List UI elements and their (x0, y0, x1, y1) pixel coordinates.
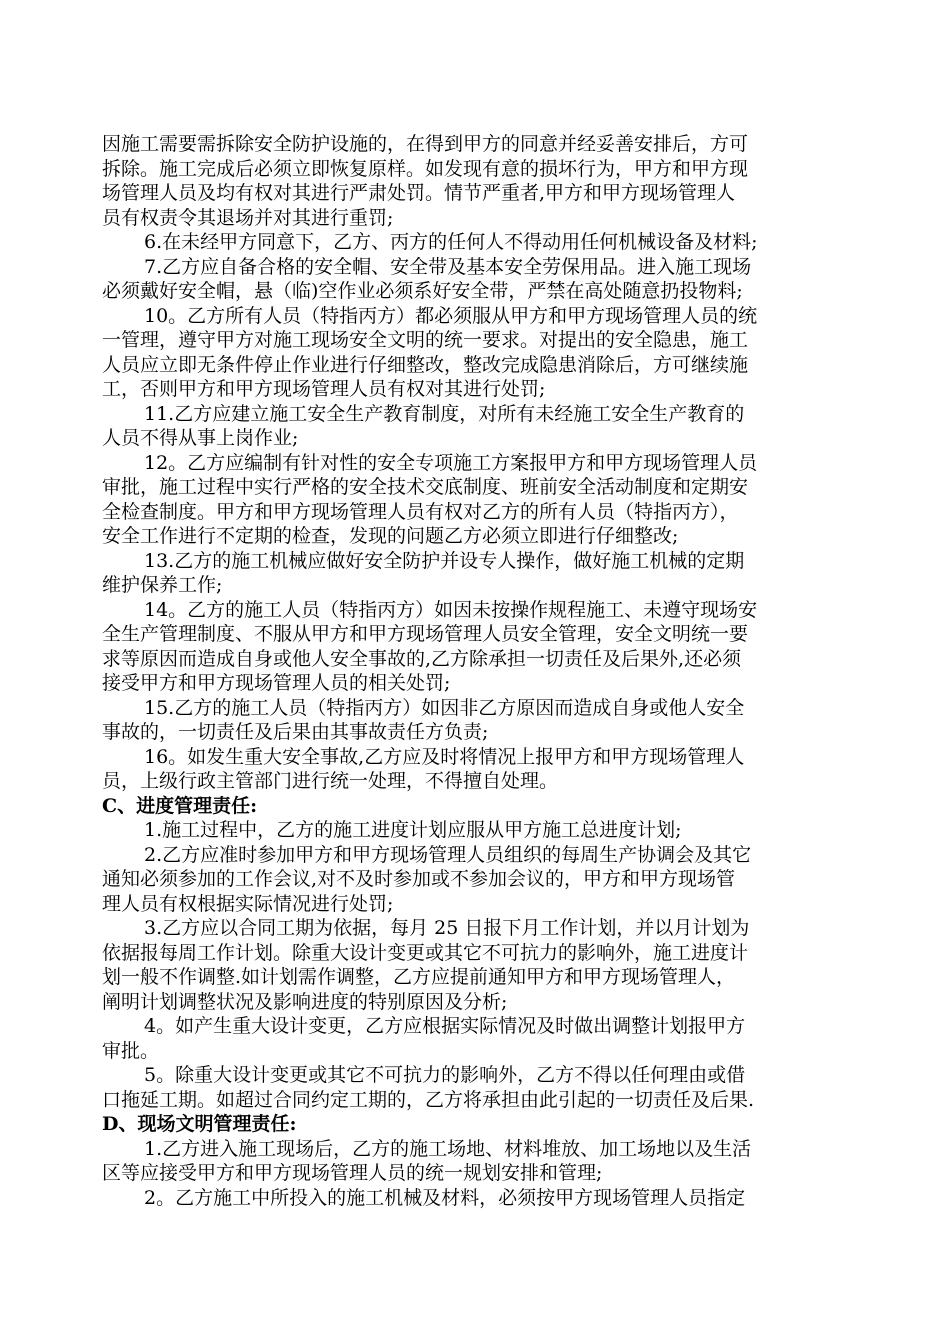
text-line: 全检查制度。甲方和甲方现场管理人员有权对乙方的所有人员（特指丙方）， (102, 500, 739, 523)
text-line: 阐明计划调整状况及影响进度的特别原因及分析; (102, 990, 508, 1013)
section-heading: D、现场文明管理责任: (102, 1113, 297, 1135)
text-line: 3.乙方应以合同工期为依据，每月 25 日报下月工作计划，并以月计划为 (144, 917, 750, 939)
text-line: 口拖延工期。如超过合同约定工期的，乙方将承担由此引起的一切责任及后果. (102, 1088, 755, 1111)
text-line: 审批。 (102, 1039, 160, 1062)
text-line: 1.施工过程中，乙方的施工进度计划应服从甲方施工总进度计划; (144, 819, 682, 841)
text-line: 通知必须参加的工作会议,对不及时参加或不参加会议的，甲方和甲方现场管 (102, 868, 736, 890)
section-heading: C、进度管理责任: (102, 794, 258, 817)
text-line: 一管理，遵守甲方对施工现场安全文明的统一要求。对提出的安全隐患，施工 (102, 329, 749, 351)
text-line: 2.乙方应准时参加甲方和甲方现场管理人员组织的每周生产协调会及其它 (144, 843, 752, 866)
text-line: 接受甲方和甲方现场管理人员的相关处罚; (102, 672, 451, 694)
text-line: 2。乙方施工中所投入的施工机械及材料，必须按甲方现场管理人员指定 (144, 1186, 746, 1209)
text-line: 10。乙方所有人员（特指丙方）都必须服从甲方和甲方现场管理人员的统 (144, 304, 758, 327)
text-line: 依据报每周工作计划。除重大设计变更或其它不可抗力的影响外，施工进度计 (102, 941, 749, 964)
text-line: 7.乙方应自备合格的安全帽、安全带及基本安全劳保用品。进入施工现场 (144, 255, 752, 278)
text-line: 拆除。施工完成后必须立即恢复原样。如发现有意的损坏行为，甲方和甲方现 (102, 157, 749, 180)
text-line: 员有权责令其退场并对其进行重罚; (102, 206, 394, 229)
text-line: 11.乙方应建立施工安全生产教育制度，对所有未经施工安全生产教育的 (144, 402, 745, 425)
text-line: 求等原因而造成自身或他人安全事故的,乙方除承担一切责任及后果外,还必须 (102, 647, 742, 670)
text-line: 4。如产生重大设计变更，乙方应根据实际情况及时做出调整计划报甲方 (144, 1015, 746, 1037)
text-line: 事故的，一切责任及后果由其事故责任方负责; (102, 721, 489, 743)
text-line: 维护保养工作; (102, 574, 223, 596)
text-line: 6.在未经甲方同意下，乙方、丙方的任何人不得动用任何机械设备及材料; (144, 231, 758, 253)
text-line: 5。除重大设计变更或其它不可抗力的影响外，乙方不得以任何理由或借 (144, 1064, 746, 1086)
text-line: 1.乙方进入施工现场后，乙方的施工场地、材料堆放、加工场地以及生活 (144, 1137, 752, 1160)
text-line: 全生产管理制度、不服从甲方和甲方现场管理人员安全管理，安全文明统一要 (102, 623, 749, 645)
text-line: 13.乙方的施工机械应做好安全防护并设专人操作，做好施工机械的定期 (144, 549, 745, 572)
text-line: 15.乙方的施工人员（特指丙方）如因非乙方原因而造成自身或他人安全 (144, 696, 745, 719)
text-line: 理人员有权根据实际情况进行处罚; (102, 892, 394, 915)
text-line: 审批，施工过程中实行严格的安全技术交底制度、班前安全活动制度和定期安 (102, 476, 749, 498)
text-line: 人员应立即无条件停止作业进行仔细整改，整改完成隐患消除后，方可继续施 (102, 353, 749, 376)
text-line: 16。如发生重大安全事故,乙方应及时将情况上报甲方和甲方现场管理人 (144, 745, 745, 768)
text-line: 场管理人员及均有权对其进行严肃处罚。情节严重者,甲方和甲方现场管理人 (102, 182, 736, 204)
text-line: 区等应接受甲方和甲方现场管理人员的统一规划安排和管理; (102, 1162, 603, 1184)
text-line: 安全工作进行不定期的检查，发现的问题乙方必须立即进行仔细整改; (102, 525, 679, 547)
document-page (102, 132, 872, 1210)
text-line: 人员不得从事上岗作业; (102, 427, 299, 449)
text-line: 工，否则甲方和甲方现场管理人员有权对其进行处罚; (102, 378, 546, 400)
text-line: 14。乙方的施工人员（特指丙方）如因未按操作规程施工、未遵守现场安 (144, 598, 758, 621)
text-line: 必须戴好安全帽，悬（临)空作业必须系好安全带，严禁在高处随意扔投物料; (102, 280, 743, 302)
text-line: 12。乙方应编制有针对性的安全专项施工方案报甲方和甲方现场管理人员 (144, 451, 758, 474)
text-line: 员，上级行政主管部门进行统一处理，不得擅自处理。 (102, 770, 559, 792)
text-line: 因施工需要需拆除安全防护设施的，在得到甲方的同意并经妥善安排后，方可 (102, 133, 749, 155)
text-line: 划一般不作调整.如计划需作调整，乙方应提前通知甲方和甲方现场管理人， (102, 966, 736, 988)
